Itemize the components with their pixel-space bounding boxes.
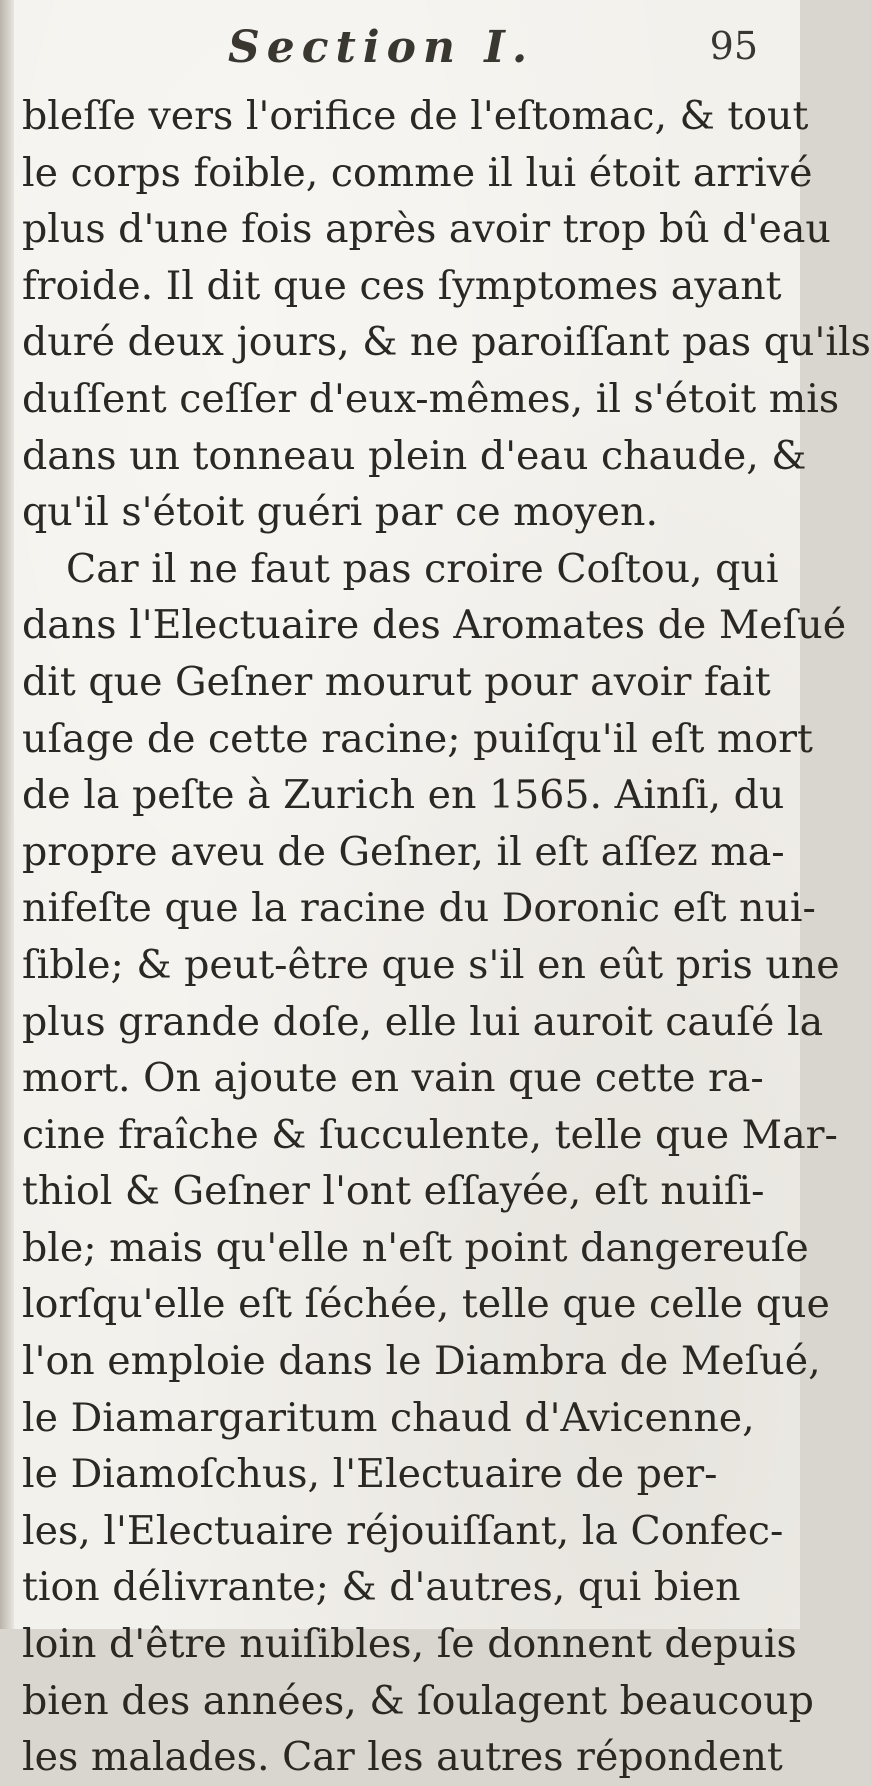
text-line: dans un tonneau plein d'eau chaude, & — [22, 432, 807, 479]
text-line: ſible; & peut-être que s'il en eût pris une — [22, 941, 840, 988]
body-text — [22, 88, 871, 1786]
text-line: les, l'Electuaire réjouiſſant, la Confec- — [22, 1507, 784, 1554]
text-line: dit que Geſner mourut pour avoir fait — [22, 658, 771, 705]
text-line: tion délivrante; & d'autres, qui bien — [22, 1564, 741, 1611]
text-line: bleſſe vers l'orifice de l'eſtomac, & tout — [22, 93, 809, 139]
paragraph-start-line: Car il ne faut pas croire Coſtou, qui — [66, 545, 779, 592]
binding-gutter — [0, 0, 14, 1629]
text-line: duré deux jours, & ne paroiſſant pas qu'ils — [22, 319, 871, 366]
text-line: qu'il s'étoit guéri par ce moyen. — [22, 489, 659, 536]
text-line: les malades. Car les autres répondent — [22, 1734, 783, 1781]
text-line: dans l'Electuaire des Aromates de Meſué — [22, 602, 847, 649]
text-line: plus grande doſe, elle lui auroit cauſé la — [22, 998, 824, 1045]
running-header — [58, 22, 758, 82]
text-line: bien des années, & ſoulagent beaucoup — [22, 1677, 814, 1724]
text-line: le Diamoſchus, l'Electuaire de per- — [22, 1451, 718, 1498]
text-line: mort. On ajoute en vain que cette ra- — [22, 1055, 764, 1102]
text-line: loin d'être nuiſibles, ſe donnent depuis — [22, 1621, 797, 1668]
text-line: cine fraîche & ſucculente, telle que Mar- — [22, 1111, 838, 1158]
text-line: propre aveu de Geſner, il eſt aſſez ma- — [22, 828, 785, 875]
text-line: l'on emploie dans le Diambra de Meſué, — [22, 1338, 821, 1385]
text-line: lorſqu'elle eſt ſéchée, telle que celle que — [22, 1281, 830, 1328]
page-number: 95 — [709, 24, 758, 68]
text-line: nifeſte que la racine du Doronic eſt nui- — [22, 885, 816, 932]
text-line: uſage de cette racine; puiſqu'il eſt mort — [22, 715, 813, 762]
text-line: froide. Il dit que ces ſymptomes ayant — [22, 262, 782, 309]
text-line: de la peſte à Zurich en 1565. Ainſi, du — [22, 772, 785, 819]
running-title: Section I. — [228, 22, 535, 73]
text-line: le Diamargaritum chaud d'Avicenne, — [22, 1394, 755, 1441]
text-line: duſſent ceſſer d'eux-mêmes, il s'étoit mis — [22, 375, 840, 422]
text-line: plus d'une fois après avoir trop bû d'eau — [22, 206, 831, 253]
text-line: le corps foible, comme il lui étoit arrivé — [22, 149, 813, 196]
text-line: ble; mais qu'elle n'eſt point dangereuſe — [22, 1224, 809, 1271]
text-line: thiol & Geſner l'ont eſſayée, eſt nuiſi- — [22, 1168, 765, 1215]
